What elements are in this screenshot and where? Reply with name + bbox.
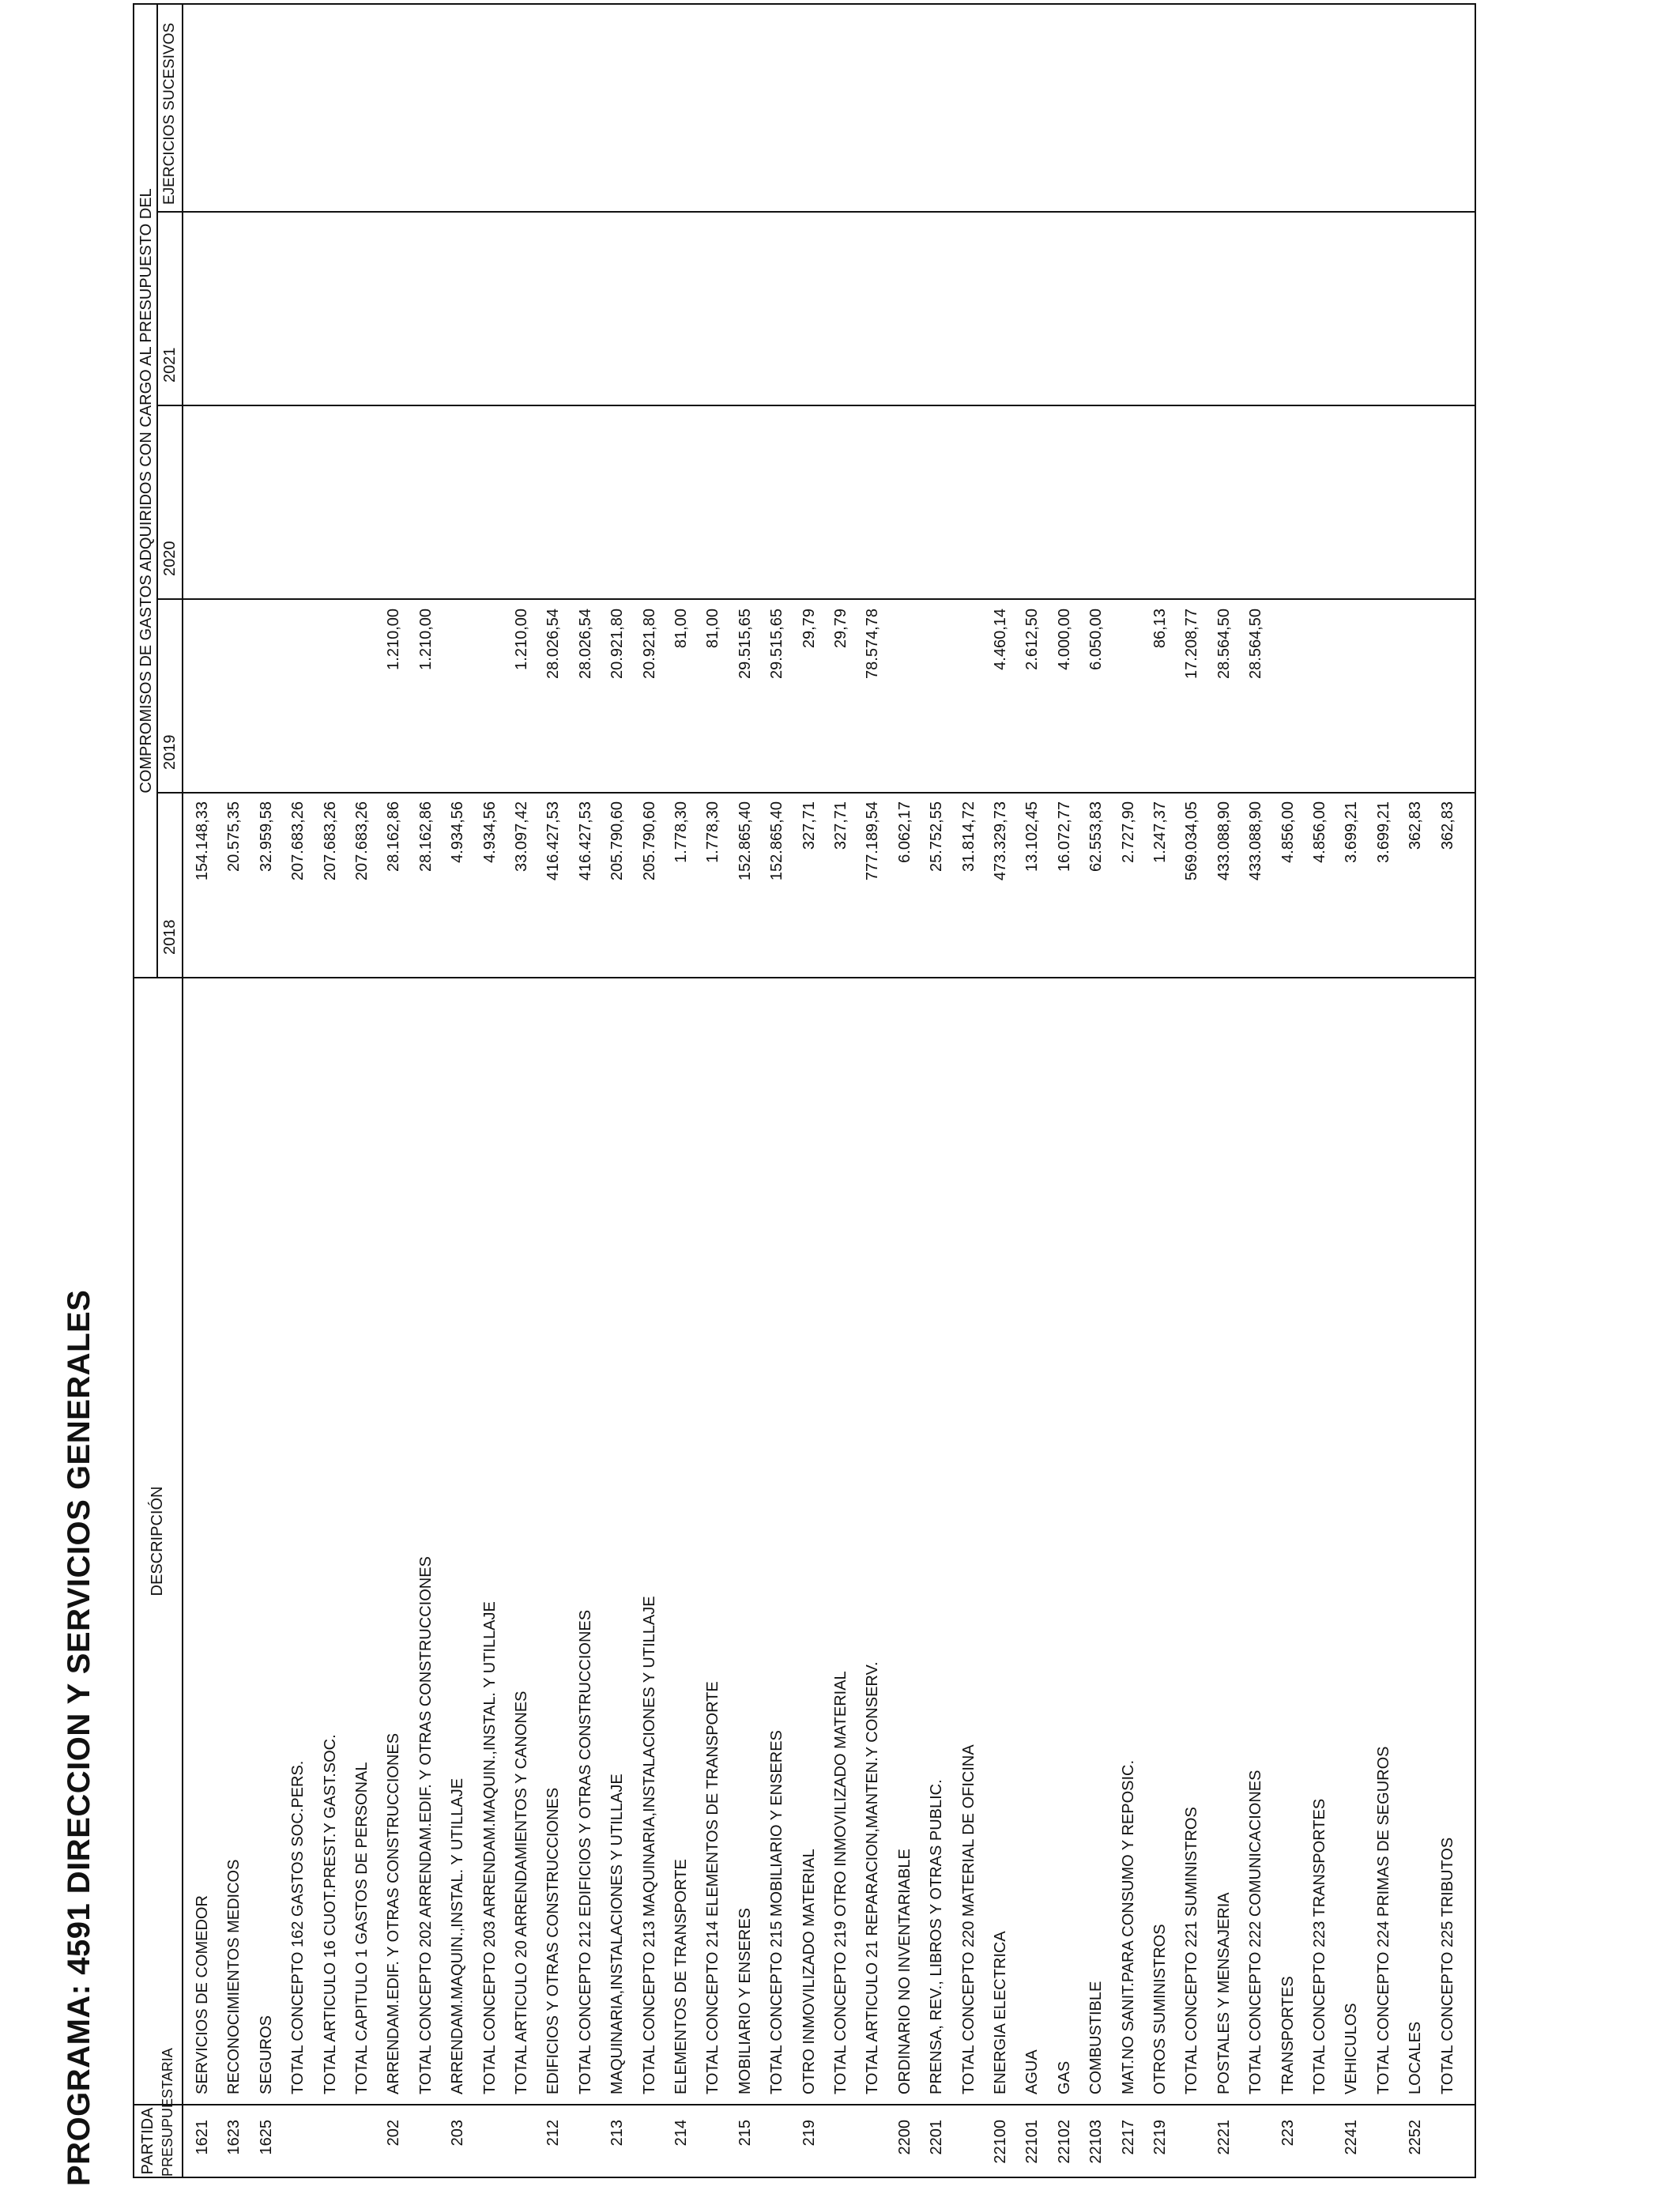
header-partida-line2: PRESUPUESTARIA bbox=[160, 2048, 175, 2177]
partida-cell: 2201 bbox=[928, 2120, 946, 2155]
amount-2018-cell: 1.778,30 bbox=[672, 801, 690, 863]
amount-2019-cell: 1.210,00 bbox=[416, 609, 435, 670]
header-compromisos: COMPROMISOS DE GASTOS ADQUIRIDOS CON CARGO AL PRESUPUESTO DEL bbox=[137, 188, 155, 794]
amount-2018-cell: 207.683,26 bbox=[289, 801, 307, 881]
descripcion-cell: TOTAL CONCEPTO 203 ARRENDAM.MAQUIN.,INSTAL. Y UTILLAJE bbox=[480, 1601, 499, 2094]
amount-2018-cell: 154.148,33 bbox=[194, 801, 211, 881]
amount-2018-cell: 4.856,00 bbox=[1279, 801, 1297, 863]
descripcion-cell: AGUA bbox=[1023, 2049, 1042, 2094]
descripcion-cell: ARRENDAM.MAQUIN.,INSTAL. Y UTILLAJE bbox=[449, 1777, 467, 2094]
amount-2018-cell: 4.934,56 bbox=[480, 801, 499, 863]
amount-2018-cell: 16.072,77 bbox=[1055, 801, 1073, 872]
amount-2018-cell: 13.102,45 bbox=[1023, 801, 1042, 872]
col-divider-2018 bbox=[156, 792, 1475, 794]
descripcion-cell: TOTAL CONCEPTO 214 ELEMENTOS DE TRANSPORTE bbox=[704, 1681, 722, 2094]
amount-2019-cell: 20.921,80 bbox=[608, 609, 627, 679]
amount-2018-cell: 1.247,37 bbox=[1151, 801, 1169, 863]
descripcion-cell: ARRENDAM.EDIF. Y OTRAS CONSTRUCCIONES bbox=[385, 1732, 403, 2094]
amount-2018-cell: 569.034,05 bbox=[1183, 801, 1201, 881]
amount-2018-cell: 32.959,58 bbox=[257, 801, 275, 872]
descripcion-cell: OTROS SUMINISTROS bbox=[1151, 1924, 1169, 2094]
partida-cell bbox=[1179, 2120, 1204, 2177]
partida-cell: 2217 bbox=[1119, 2120, 1137, 2155]
amount-2018-cell: 20.575,35 bbox=[225, 801, 243, 872]
budget-table bbox=[133, 3, 1476, 2178]
descripcion-cell: POSTALES Y MENSAJERIA bbox=[1215, 1892, 1233, 2094]
descripcion-cell: TOTAL CONCEPTO 222 COMUNICACIONES bbox=[1247, 1770, 1265, 2094]
partida-cell: 1623 bbox=[225, 2120, 243, 2155]
partida-cell bbox=[1307, 2120, 1332, 2177]
amount-2018-cell: 433.088,90 bbox=[1247, 801, 1265, 881]
amount-2018-cell: 1.778,30 bbox=[704, 801, 722, 863]
partida-cell bbox=[1371, 2120, 1396, 2177]
amount-2019-cell: 86,13 bbox=[1151, 609, 1169, 649]
descripcion-cell: TOTAL CONCEPTO 202 ARRENDAM.EDIF. Y OTRAS CONSTRUCCIONES bbox=[416, 1556, 435, 2094]
partida-cell: 2219 bbox=[1151, 2120, 1169, 2155]
amount-2018-cell: 416.427,53 bbox=[576, 801, 594, 881]
descripcion-cell: TOTAL CONCEPTO 224 PRIMAS DE SEGUROS bbox=[1374, 1746, 1392, 2094]
col-divider-partida bbox=[134, 2104, 1475, 2105]
amount-2019-cell bbox=[1116, 609, 1141, 792]
amount-2018-cell: 362,83 bbox=[1438, 801, 1456, 850]
amount-2019-cell bbox=[349, 609, 375, 792]
amount-2019-cell: 81,00 bbox=[704, 609, 722, 649]
partida-cell: 202 bbox=[385, 2120, 403, 2147]
amount-2018-cell: 4.934,56 bbox=[449, 801, 467, 863]
amount-2019-cell: 1.210,00 bbox=[513, 609, 530, 670]
header-bottom-line bbox=[182, 5, 183, 2177]
amount-2019-cell bbox=[477, 609, 503, 792]
descripcion-cell: TOTAL CONCEPTO 219 OTRO INMOVILIZADO MATERIAL bbox=[832, 1671, 849, 2094]
partida-cell: 22103 bbox=[1087, 2120, 1106, 2164]
descripcion-cell: OTRO INMOVILIZADO MATERIAL bbox=[800, 1849, 818, 2094]
descripcion-cell: TOTAL CONCEPTO 215 MOBILIARIO Y ENSERES bbox=[768, 1730, 786, 2094]
partida-cell bbox=[764, 2120, 789, 2177]
partida-cell: 223 bbox=[1279, 2120, 1297, 2147]
col-divider-2020 bbox=[156, 405, 1475, 406]
amount-2019-cell: 28.564,50 bbox=[1215, 609, 1233, 679]
amount-2019-cell: 20.921,80 bbox=[640, 609, 658, 679]
amount-2018-cell: 205.790,60 bbox=[608, 801, 627, 881]
amount-2019-cell: 81,00 bbox=[672, 609, 690, 649]
partida-cell bbox=[349, 2120, 375, 2177]
partida-cell: 1621 bbox=[194, 2120, 211, 2155]
descripcion-cell: TOTAL CONCEPTO 212 EDIFICIOS Y OTRAS CONSTRUCCIONES bbox=[576, 1609, 594, 2094]
descripcion-cell: TOTAL ARTICULO 16 CUOT.PREST.Y GAST.SOC. bbox=[321, 1734, 339, 2094]
partida-cell bbox=[573, 2120, 598, 2177]
amount-2019-cell: 17.208,77 bbox=[1183, 609, 1201, 679]
amount-2018-cell: 25.752,55 bbox=[928, 801, 946, 872]
partida-cell: 212 bbox=[544, 2120, 563, 2147]
amount-2018-cell: 207.683,26 bbox=[321, 801, 339, 881]
amount-2019-cell bbox=[924, 609, 949, 792]
amount-2019-cell bbox=[892, 609, 917, 792]
amount-2018-cell: 2.727,90 bbox=[1119, 801, 1137, 863]
col-divider-2021 bbox=[156, 211, 1475, 213]
amount-2019-cell: 28.026,54 bbox=[576, 609, 594, 679]
descripcion-cell: TOTAL CONCEPTO 221 SUMINISTROS bbox=[1183, 1807, 1201, 2094]
descripcion-cell: VEHICULOS bbox=[1343, 2003, 1361, 2094]
amount-2018-cell: 433.088,90 bbox=[1215, 801, 1233, 881]
amount-2019-cell: 1.210,00 bbox=[385, 609, 403, 670]
amount-2019-cell: 29.515,65 bbox=[768, 609, 786, 679]
partida-cell: 214 bbox=[672, 2120, 690, 2147]
amount-2019-cell: 29,79 bbox=[832, 609, 849, 649]
amount-2018-cell: 62.553,83 bbox=[1087, 801, 1106, 872]
amount-2019-cell bbox=[285, 609, 311, 792]
descripcion-cell: COMBUSTIBLE bbox=[1087, 1981, 1106, 2094]
descripcion-cell: LOCALES bbox=[1407, 2021, 1425, 2094]
amount-2019-cell bbox=[221, 609, 247, 792]
amount-2019-cell: 6.050,00 bbox=[1087, 609, 1106, 670]
amount-2018-cell: 327,71 bbox=[800, 801, 818, 850]
amount-2019-cell bbox=[1371, 609, 1396, 792]
header-year-2020: 2020 bbox=[161, 541, 179, 576]
descripcion-cell: MOBILIARIO Y ENSERES bbox=[736, 1907, 754, 2094]
descripcion-cell: GAS bbox=[1055, 2060, 1073, 2094]
amount-2018-cell: 207.683,26 bbox=[353, 801, 371, 881]
descripcion-cell: SEGUROS bbox=[257, 2015, 275, 2094]
partida-cell bbox=[477, 2120, 503, 2177]
descripcion-cell: MAT.NO SANIT.PARA CONSUMO Y REPOSIC. bbox=[1119, 1759, 1137, 2094]
amount-2018-cell: 3.699,21 bbox=[1343, 801, 1361, 863]
amount-2019-cell: 2.612,50 bbox=[1023, 609, 1042, 670]
descripcion-cell: ELEMENTOS DE TRANSPORTE bbox=[672, 1859, 690, 2094]
partida-cell bbox=[318, 2120, 343, 2177]
partida-cell: 215 bbox=[736, 2120, 754, 2147]
descripcion-cell: TOTAL ARTICULO 21 REPARACION,MANTEN.Y CONSERV. bbox=[864, 1661, 882, 2094]
amount-2019-cell bbox=[956, 609, 981, 792]
amount-2018-cell: 152.865,40 bbox=[736, 801, 754, 881]
partida-cell: 2200 bbox=[895, 2120, 913, 2155]
partida-cell bbox=[860, 2120, 885, 2177]
descripcion-cell: PRENSA, REV., LIBROS Y OTRAS PUBLIC. bbox=[928, 1779, 946, 2094]
amount-2018-cell: 416.427,53 bbox=[544, 801, 563, 881]
amount-2019-cell: 29.515,65 bbox=[736, 609, 754, 679]
descripcion-cell: TOTAL CONCEPTO 225 TRIBUTOS bbox=[1438, 1837, 1456, 2094]
header-year-2021: 2021 bbox=[161, 347, 179, 383]
amount-2018-cell: 777.189,54 bbox=[864, 801, 882, 881]
partida-cell: 203 bbox=[449, 2120, 467, 2147]
descripcion-cell: ENERGIA ELECTRICA bbox=[992, 1931, 1009, 2094]
partida-cell: 22101 bbox=[1023, 2120, 1042, 2164]
header-partida-line1: PARTIDA bbox=[139, 2107, 156, 2175]
partida-cell: 213 bbox=[608, 2120, 627, 2147]
descripcion-cell: TOTAL ARTICULO 20 ARRENDAMIENTOS Y CANONES bbox=[513, 1691, 530, 2094]
amount-2018-cell: 3.699,21 bbox=[1374, 801, 1392, 863]
header-divider-compromisos bbox=[156, 5, 158, 978]
amount-2019-cell: 28.564,50 bbox=[1247, 609, 1265, 679]
amount-2019-cell bbox=[318, 609, 343, 792]
descripcion-cell: SERVICIOS DE COMEDOR bbox=[194, 1895, 211, 2094]
amount-2018-cell: 473.329,73 bbox=[992, 801, 1009, 881]
descripcion-cell: TOTAL CONCEPTO 223 TRANSPORTES bbox=[1311, 1798, 1328, 2094]
partida-cell bbox=[828, 2120, 853, 2177]
descripcion-cell: TOTAL CONCEPTO 220 MATERIAL DE OFICINA bbox=[959, 1744, 977, 2094]
amount-2019-cell: 4.460,14 bbox=[992, 609, 1009, 670]
partida-cell: 2241 bbox=[1343, 2120, 1361, 2155]
amount-2018-cell: 33.097,42 bbox=[513, 801, 530, 872]
partida-cell bbox=[509, 2120, 534, 2177]
descripcion-cell: ORDINARIO NO INVENTARIABLE bbox=[895, 1849, 913, 2094]
amount-2019-cell bbox=[190, 609, 215, 792]
partida-cell bbox=[637, 2120, 662, 2177]
amount-2018-cell: 6.062,17 bbox=[895, 801, 913, 863]
partida-cell: 219 bbox=[800, 2120, 818, 2147]
amount-2018-cell: 152.865,40 bbox=[768, 801, 786, 881]
amount-2019-cell bbox=[445, 609, 470, 792]
col-divider-2019 bbox=[156, 598, 1475, 600]
amount-2018-cell: 4.856,00 bbox=[1311, 801, 1328, 863]
descripcion-cell: TOTAL CONCEPTO 213 MAQUINARIA,INSTALACIONES Y UTILLAJE bbox=[640, 1596, 658, 2094]
partida-cell: 1625 bbox=[257, 2120, 275, 2155]
descripcion-cell: TOTAL CAPITULO 1 GASTOS DE PERSONAL bbox=[353, 1762, 371, 2094]
amount-2019-cell bbox=[1403, 609, 1428, 792]
partida-cell bbox=[413, 2120, 439, 2177]
amount-2018-cell: 28.162,86 bbox=[416, 801, 435, 872]
page-title: PROGRAMA: 4591 DIRECCION Y SERVICIOS GENERALES bbox=[62, 1289, 96, 2186]
amount-2018-cell: 31.814,72 bbox=[959, 801, 977, 872]
amount-2019-cell: 4.000,00 bbox=[1055, 609, 1073, 670]
col-divider-descripcion bbox=[134, 977, 1475, 978]
amount-2019-cell bbox=[1435, 609, 1460, 792]
amount-2018-cell: 28.162,86 bbox=[385, 801, 403, 872]
partida-cell: 2252 bbox=[1407, 2120, 1425, 2155]
amount-2019-cell bbox=[1339, 609, 1364, 792]
descripcion-cell: TOTAL CONCEPTO 162 GASTOS SOC.PERS. bbox=[289, 1760, 307, 2094]
header-year-2019: 2019 bbox=[161, 734, 179, 770]
partida-cell bbox=[1435, 2120, 1460, 2177]
amount-2018-cell: 327,71 bbox=[832, 801, 849, 850]
descripcion-cell: RECONOCIMIENTOS MEDICOS bbox=[225, 1859, 243, 2094]
partida-cell bbox=[1243, 2120, 1268, 2177]
partida-cell: 2221 bbox=[1215, 2120, 1233, 2155]
partida-cell: 22100 bbox=[992, 2120, 1009, 2164]
partida-cell: 22102 bbox=[1055, 2120, 1073, 2164]
header-year-2018: 2018 bbox=[161, 919, 179, 955]
header-ejercicios-sucesivos: EJERCICIOS SUCESIVOS bbox=[161, 22, 178, 205]
amount-2019-cell bbox=[254, 609, 279, 792]
amount-2019-cell: 78.574,78 bbox=[864, 609, 882, 679]
amount-2019-cell: 28.026,54 bbox=[544, 609, 563, 679]
partida-cell bbox=[956, 2120, 981, 2177]
descripcion-cell: EDIFICIOS Y OTRAS CONSTRUCCIONES bbox=[544, 1787, 563, 2094]
amount-2018-cell: 362,83 bbox=[1407, 801, 1425, 850]
amount-2019-cell bbox=[1275, 609, 1301, 792]
amount-2019-cell: 29,79 bbox=[800, 609, 818, 649]
descripcion-cell: TRANSPORTES bbox=[1279, 1976, 1297, 2094]
partida-cell bbox=[285, 2120, 311, 2177]
header-descripcion: DESCRIPCIÓN bbox=[149, 1486, 166, 1596]
amount-2018-cell: 205.790,60 bbox=[640, 801, 658, 881]
amount-2019-cell bbox=[1307, 609, 1332, 792]
partida-cell bbox=[700, 2120, 725, 2177]
descripcion-cell: MAQUINARIA,INSTALACIONES Y UTILLAJE bbox=[608, 1774, 627, 2094]
